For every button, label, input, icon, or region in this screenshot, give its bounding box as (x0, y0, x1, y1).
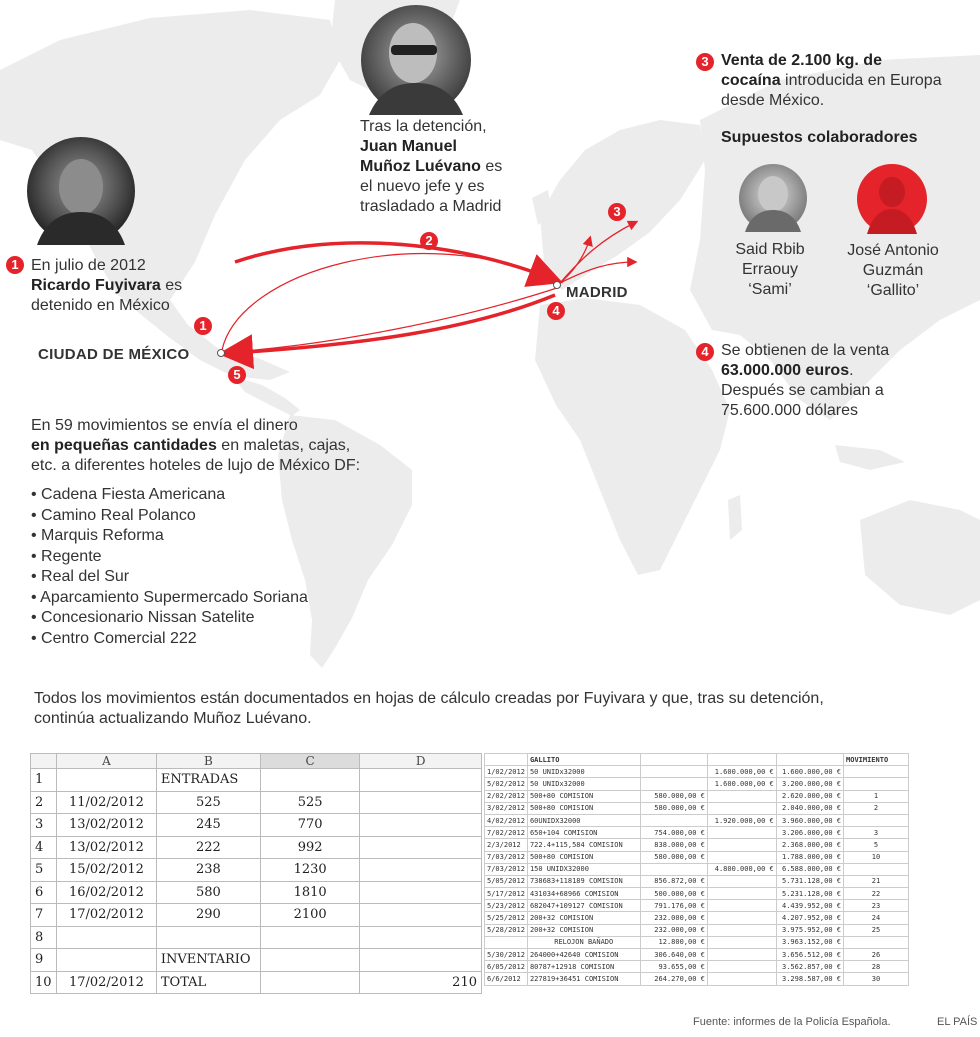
hotel-item: • Centro Comercial 222 (31, 629, 197, 647)
spreadsheet-header-row: GALLITO MOVIMIENTO (485, 754, 909, 766)
arc-mexico-madrid-thin (222, 254, 555, 350)
source-credit: Fuente: informes de la Policía Española. (693, 1016, 891, 1028)
table-row: 7 17/02/2012 290 2100 (31, 904, 482, 927)
munoz-name-1: Juan Manuel (360, 138, 457, 155)
table-row: 2/02/2012 500+80 COMISION 580.000,00 € 2.620.000,00 € 1 (485, 790, 909, 802)
fuyivara-photo (27, 137, 135, 245)
step-4-badge: 4 (696, 343, 714, 361)
munoz-photo (361, 5, 471, 115)
map-step-5: 5 (228, 366, 246, 384)
map-step-2: 2 (420, 232, 438, 250)
person-silhouette-icon (857, 164, 927, 234)
table-row: 1 ENTRADAS (31, 769, 482, 792)
table-row: 6/6/2012 227819+36451 COMISION 264.270,00 € 3.298.587,00 € 30 (485, 973, 909, 985)
mexico-marker (217, 349, 225, 357)
table-row: 5/05/2012 738683+118189 COMISION 856.872,00 € 5.731.128,00 € 21 (485, 875, 909, 887)
spreadsheet-entradas (30, 753, 477, 990)
hotel-list (31, 485, 308, 649)
step-3-text: Venta de 2.100 kg. de cocaína introducida en Europa desde México. (721, 52, 942, 109)
collaborators-title: Supuestos colaboradores (721, 129, 918, 146)
mexico-label: CIUDAD DE MÉXICO (38, 346, 190, 363)
spreadsheet-gallito-table (484, 753, 909, 986)
table-row: 5/17/2012 431034+68966 COMISION 500.000,00 € 5.231.128,00 € 22 (485, 888, 909, 900)
person-silhouette-icon (361, 5, 471, 115)
table-row: 4/02/2012 60UNIDX32000 1.920.000,00 € 3.960.000,00 € (485, 814, 909, 826)
table-row: 7/03/2012 500+80 COMISION 580.000,00 € 1.788.000,00 € 10 (485, 851, 909, 863)
hotel-item: • Camino Real Polanco (31, 506, 196, 524)
step-3-badge: 3 (696, 53, 714, 71)
table-row: 10 17/02/2012 TOTAL 210 (31, 971, 482, 994)
table-row: 5/25/2012 200+32 COMISION 232.000,00 € 4.207.952,00 € 24 (485, 912, 909, 924)
person-silhouette-icon (739, 164, 807, 232)
brand-label: EL PAÍS (937, 1016, 978, 1028)
table-row: 7/03/2012 150 UNIDX32000 4.800.000,00 € 6.588.000,00 € (485, 863, 909, 875)
table-row: 8 (31, 926, 482, 949)
step-1-badge: 1 (6, 256, 24, 274)
fuyivara-name: Ricardo Fuyivara (31, 277, 161, 294)
hotel-item: • Marquis Reforma (31, 527, 164, 544)
table-row: 5 15/02/2012 238 1230 (31, 859, 482, 882)
table-row: 3 13/02/2012 245 770 (31, 814, 482, 837)
table-row: 6/05/2012 80787+12918 COMISION 93.655,00 € 3.562.857,00 € 28 (485, 961, 909, 973)
sami-photo (739, 164, 807, 232)
sami-name: Said Rbib Erraouy ‘Sami’ (735, 241, 805, 298)
table-row: 2 11/02/2012 525 525 (31, 791, 482, 814)
table-row: 1/02/2012 50 UNIDx32000 1.600.000,00 € 1.600.000,00 € (485, 766, 909, 778)
map-step-1: 1 (194, 317, 212, 335)
spreadsheet-entradas-table (30, 753, 482, 994)
spreadsheets-note: Todos los movimientos están documentados en hojas de cálculo creadas por Fuyivara y que, tras su detención, continúa actualizando Muñoz Luévano. (34, 690, 824, 727)
table-row: 5/28/2012 200+32 COMISION 232.000,00 € 3.975.952,00 € 25 (485, 924, 909, 936)
fuyivara-caption-line3: detenido en México (31, 297, 170, 314)
hotel-item: • Aparcamiento Supermercado Soriana (31, 588, 308, 606)
table-row: RELOJON BAÑADO 12.800,00 € 3.963.152,00 € (485, 936, 909, 948)
hotel-item: • Real del Sur (31, 568, 130, 585)
table-row: 4 13/02/2012 222 992 (31, 836, 482, 859)
table-row: 2/3/2012 722.4+115,584 COMISION 838.000,00 € 2.368.000,00 € 5 (485, 839, 909, 851)
person-silhouette-icon (27, 137, 135, 245)
table-row: 9 INVENTARIO (31, 949, 482, 972)
table-row: 5/30/2012 264000+42640 COMISION 306.640,00 € 3.656.512,00 € 26 (485, 949, 909, 961)
table-row: 6 16/02/2012 580 1810 (31, 881, 482, 904)
hotel-item: • Cadena Fiesta Americana (31, 486, 226, 503)
spreadsheet-gallito (484, 753, 904, 989)
map-step-3: 3 (608, 203, 626, 221)
hotel-item: • Concesionario Nissan Satelite (31, 609, 255, 626)
arc-madrid-mexico-thin (230, 287, 560, 352)
table-row: 5/23/2012 682047+109127 COMISION 791.176,00 € 4.439.952,00 € 23 (485, 900, 909, 912)
munoz-name-2: Muñoz Luévano (360, 158, 481, 175)
fuyivara-caption: En julio de 2012 Ricardo Fuyivara es detenido en México (31, 256, 231, 316)
fuyivara-caption-line1: En julio de 2012 (31, 257, 146, 274)
hotel-item: • Regente (31, 547, 102, 565)
gallito-photo (857, 164, 927, 234)
table-row: 7/02/2012 650+104 COMISION 754.000,00 € 3.206.000,00 € 3 (485, 827, 909, 839)
madrid-marker (553, 281, 561, 289)
gallito-name: José Antonio Guzmán ‘Gallito’ (847, 242, 939, 299)
madrid-label: MADRID (566, 284, 628, 301)
table-row: 3/02/2012 500+80 COMISION 580.000,00 € 2.040.000,00 € 2 (485, 802, 909, 814)
munoz-caption: Tras la detención, Juan Manuel Muñoz Luévano es el nuevo jefe y es trasladado a Madrid (360, 117, 560, 217)
spreadsheet-header-row: A B C D (31, 754, 482, 769)
map-step-4: 4 (547, 302, 565, 320)
movements-text: En 59 movimientos se envía el dinero en pequeñas cantidades en maletas, cajas, etc. a diferentes hoteles de lujo de México DF: (31, 417, 361, 474)
table-row: 5/02/2012 50 UNIDx32000 1.600.000,00 € 3.200.000,00 € (485, 778, 909, 790)
step-4-text: Se obtienen de la venta 63.000.000 euros. Después se cambian a 75.600.000 dólares (721, 342, 890, 419)
arrow-europe-1 (560, 222, 636, 283)
arc-mexico-madrid-arrow (235, 243, 550, 278)
